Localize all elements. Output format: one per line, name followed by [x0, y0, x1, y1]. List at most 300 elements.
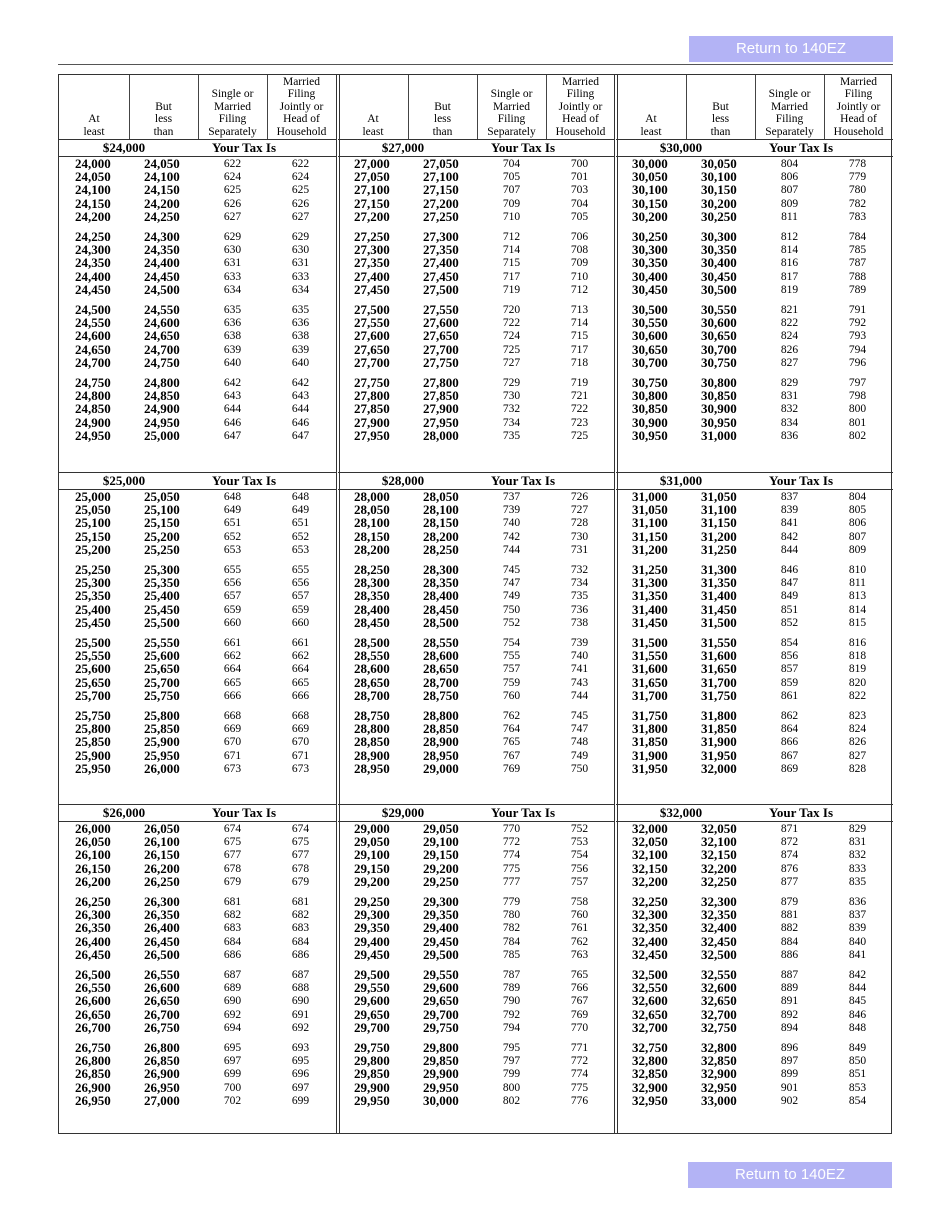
married-tax-value: 631 [291, 257, 310, 270]
at-least-value: 28,200 [354, 541, 390, 557]
at-least-value: 26,200 [75, 873, 111, 889]
single-tax-value: 694 [223, 1021, 242, 1034]
at-least-value: 26,500 [75, 967, 111, 982]
but-less-than-value: 29,000 [423, 760, 459, 776]
at-least-value: 29,400 [354, 933, 390, 949]
single-tax-value: 861 [780, 689, 799, 702]
at-least-value: 25,400 [75, 601, 111, 617]
but-less-than-value: 32,150 [701, 847, 737, 863]
but-less-than-value: 24,550 [144, 302, 180, 317]
single-tax-value: 717 [502, 270, 521, 283]
married-tax-value: 687 [291, 969, 310, 981]
your-tax-is-label: Your Tax Is [490, 805, 556, 820]
at-least-value: 31,650 [632, 674, 668, 690]
header-divider [477, 75, 478, 139]
at-least-value: 28,500 [354, 635, 390, 650]
single-tax-value: 677 [223, 849, 242, 862]
but-less-than-value: 25,700 [144, 674, 180, 690]
header-line: Married [770, 100, 809, 113]
but-less-than-value: 32,650 [701, 993, 737, 1009]
header-divider [686, 75, 687, 139]
single-tax-value: 872 [780, 836, 799, 849]
but-less-than-value: 28,700 [423, 674, 459, 690]
but-less-than-value: 28,000 [423, 427, 459, 443]
table-row [338, 356, 615, 370]
at-least-value: 31,300 [632, 575, 668, 591]
single-tax-value: 740 [502, 517, 521, 530]
but-less-than-value: 26,450 [144, 933, 180, 949]
but-less-than-value: 29,400 [423, 920, 459, 936]
at-least-value: 27,700 [354, 354, 390, 370]
at-least-value: 26,400 [75, 933, 111, 949]
single-tax-value: 817 [780, 270, 799, 283]
married-tax-value: 836 [848, 896, 867, 908]
at-least-value: 26,450 [75, 946, 111, 962]
single-tax-value: 657 [223, 590, 242, 603]
single-tax-value: 869 [780, 762, 799, 775]
married-tax-value: 708 [570, 244, 589, 257]
married-tax-value: 779 [848, 171, 867, 184]
header-line: less [433, 113, 452, 125]
married-tax-value: 747 [570, 723, 589, 736]
at-least-value: 27,900 [354, 414, 390, 430]
at-least-value: 29,000 [354, 821, 390, 836]
but-less-than-value: 29,450 [423, 933, 459, 949]
header-line: Head of [562, 113, 599, 125]
header-married [824, 75, 893, 139]
married-tax-value: 665 [291, 676, 310, 689]
single-tax-value: 780 [502, 909, 521, 922]
married-tax-value: 704 [570, 197, 589, 210]
income-band-header [338, 805, 615, 821]
but-less-than-value: 26,100 [144, 834, 180, 850]
tax-table [58, 74, 892, 1134]
at-least-value: 24,050 [75, 169, 111, 185]
single-tax-value: 889 [780, 982, 799, 995]
at-least-value: 27,800 [354, 388, 390, 404]
single-tax-value: 765 [502, 736, 521, 749]
but-less-than-value: 30,300 [701, 229, 737, 244]
but-less-than-value: 26,050 [144, 821, 180, 836]
at-least-value: 26,100 [75, 847, 111, 863]
married-tax-value: 644 [291, 403, 310, 416]
header-line: Separately [765, 125, 814, 138]
but-less-than-value: 24,100 [144, 169, 180, 185]
married-tax-value: 801 [848, 416, 867, 429]
band-amount: $32,000 [659, 805, 703, 820]
single-tax-value: 712 [502, 231, 521, 243]
table-row [59, 283, 336, 297]
at-least-value: 32,400 [632, 933, 668, 949]
married-tax-value: 815 [848, 616, 867, 629]
married-tax-value: 776 [570, 1094, 589, 1107]
married-tax-value: 710 [570, 270, 589, 283]
married-tax-value: 678 [291, 862, 310, 875]
at-least-value: 30,700 [632, 354, 668, 370]
at-least-value: 30,600 [632, 328, 668, 344]
married-tax-value: 840 [848, 935, 867, 948]
but-less-than-value: 29,850 [423, 1053, 459, 1069]
but-less-than-value: 28,400 [423, 588, 459, 604]
single-tax-value: 831 [780, 390, 799, 403]
at-least-value: 28,400 [354, 601, 390, 617]
married-tax-value: 769 [570, 1008, 589, 1021]
single-tax-value: 739 [502, 504, 521, 517]
married-tax-value: 688 [291, 982, 310, 995]
single-tax-value: 856 [780, 650, 799, 663]
but-less-than-value: 25,650 [144, 661, 180, 677]
column-header [59, 75, 336, 139]
at-least-value: 31,700 [632, 687, 668, 703]
married-tax-value: 695 [291, 1055, 310, 1068]
married-tax-value: 782 [848, 197, 867, 210]
married-tax-value: 802 [848, 429, 867, 442]
but-less-than-value: 29,150 [423, 847, 459, 863]
single-tax-value: 881 [780, 909, 799, 922]
but-less-than-value: 29,100 [423, 834, 459, 850]
band-amount: $26,000 [102, 805, 146, 820]
but-less-than-value: 25,800 [144, 708, 180, 723]
at-least-value: 24,000 [75, 156, 111, 171]
band-amount: $30,000 [659, 140, 703, 155]
married-tax-value: 848 [848, 1021, 867, 1034]
married-tax-value: 789 [848, 283, 867, 296]
but-less-than-value: 24,300 [144, 229, 180, 244]
at-least-value: 27,300 [354, 242, 390, 258]
but-less-than-value: 29,500 [423, 946, 459, 962]
single-tax-value: 631 [223, 257, 242, 270]
single-tax-value: 827 [780, 356, 799, 369]
single-tax-value: 651 [223, 517, 242, 530]
single-tax-value: 769 [502, 762, 521, 775]
married-tax-value: 699 [291, 1094, 310, 1107]
single-tax-value: 886 [780, 948, 799, 961]
but-less-than-value: 24,050 [144, 156, 180, 171]
at-least-value: 28,350 [354, 588, 390, 604]
but-less-than-value: 26,850 [144, 1053, 180, 1069]
at-least-value: 25,450 [75, 614, 111, 630]
single-tax-value: 867 [780, 749, 799, 762]
single-tax-value: 635 [223, 304, 242, 316]
but-less-than-value: 30,000 [423, 1092, 459, 1108]
at-least-value: 31,550 [632, 648, 668, 664]
header-line: Filing [497, 113, 526, 125]
at-least-value: 30,850 [632, 401, 668, 417]
married-tax-value: 624 [291, 171, 310, 184]
married-tax-value: 809 [848, 543, 867, 556]
but-less-than-value: 31,150 [701, 515, 737, 531]
header-but-less-than [686, 75, 755, 139]
at-least-value: 24,400 [75, 268, 111, 284]
married-tax-value: 851 [848, 1068, 867, 1081]
but-less-than-value: 28,200 [423, 528, 459, 544]
married-tax-value: 697 [291, 1081, 310, 1094]
but-less-than-value: 27,350 [423, 242, 459, 258]
but-less-than-value: 27,500 [423, 281, 459, 297]
at-least-value: 26,600 [75, 993, 111, 1009]
header-line: than [710, 125, 731, 138]
single-tax-value: 789 [502, 982, 521, 995]
single-tax-value: 760 [502, 689, 521, 702]
at-least-value: 32,100 [632, 847, 668, 863]
at-least-value: 27,400 [354, 268, 390, 284]
but-less-than-value: 24,200 [144, 195, 180, 211]
but-less-than-value: 28,150 [423, 515, 459, 531]
single-tax-value: 871 [780, 823, 799, 835]
at-least-value: 24,500 [75, 302, 111, 317]
single-tax-value: 879 [780, 896, 799, 908]
at-least-value: 25,550 [75, 648, 111, 664]
single-tax-value: 690 [223, 995, 242, 1008]
single-tax-value: 876 [780, 862, 799, 875]
single-tax-value: 897 [780, 1055, 799, 1068]
single-tax-value: 684 [223, 935, 242, 948]
at-least-value: 25,100 [75, 515, 111, 531]
married-tax-value: 681 [291, 896, 310, 908]
but-less-than-value: 32,600 [701, 980, 737, 996]
single-tax-value: 662 [223, 650, 242, 663]
married-tax-value: 671 [291, 749, 310, 762]
married-tax-value: 763 [570, 948, 589, 961]
single-tax-value: 775 [502, 862, 521, 875]
but-less-than-value: 32,200 [701, 860, 737, 876]
header-line: Jointly or [279, 100, 324, 113]
single-tax-value: 681 [223, 896, 242, 908]
single-tax-value: 636 [223, 317, 242, 330]
single-tax-value: 759 [502, 676, 521, 689]
table-row [616, 356, 893, 370]
single-tax-value: 682 [223, 909, 242, 922]
single-tax-value: 678 [223, 862, 242, 875]
table-row [616, 1094, 893, 1108]
married-tax-value: 636 [291, 317, 310, 330]
at-least-value: 30,400 [632, 268, 668, 284]
single-tax-value: 653 [223, 543, 242, 556]
married-tax-value: 714 [570, 317, 589, 330]
but-less-than-value: 24,450 [144, 268, 180, 284]
married-tax-value: 842 [848, 969, 867, 981]
married-tax-value: 655 [291, 564, 310, 576]
but-less-than-value: 30,650 [701, 328, 737, 344]
but-less-than-value: 31,500 [701, 614, 737, 630]
single-tax-value: 725 [502, 343, 521, 356]
at-least-value: 26,550 [75, 980, 111, 996]
at-least-value: 25,800 [75, 721, 111, 737]
your-tax-is-label: Your Tax Is [490, 473, 556, 488]
married-tax-value: 670 [291, 736, 310, 749]
but-less-than-value: 30,450 [701, 268, 737, 284]
at-least-value: 31,200 [632, 541, 668, 557]
single-tax-value: 772 [502, 836, 521, 849]
at-least-value: 31,900 [632, 747, 668, 763]
return-to-140ez-button-bottom[interactable]: Return to 140EZ [688, 1162, 892, 1188]
your-tax-is-label: Your Tax Is [490, 140, 556, 155]
table-row [59, 762, 336, 776]
header-line: But [155, 100, 172, 113]
at-least-value: 29,600 [354, 993, 390, 1009]
single-tax-value: 634 [223, 283, 242, 296]
but-less-than-value: 30,700 [701, 341, 737, 357]
at-least-value: 32,450 [632, 946, 668, 962]
single-tax-value: 744 [502, 543, 521, 556]
but-less-than-value: 30,200 [701, 195, 737, 211]
header-line: At [367, 113, 379, 125]
but-less-than-value: 24,650 [144, 328, 180, 344]
single-tax-value: 752 [502, 616, 521, 629]
header-single [755, 75, 824, 139]
single-tax-value: 901 [780, 1081, 799, 1094]
married-tax-value: 705 [570, 210, 589, 223]
your-tax-is-label: Your Tax Is [768, 140, 834, 155]
income-band-header [59, 805, 336, 821]
but-less-than-value: 26,600 [144, 980, 180, 996]
single-tax-value: 638 [223, 330, 242, 343]
but-less-than-value: 25,850 [144, 721, 180, 737]
married-tax-value: 841 [848, 948, 867, 961]
single-tax-value: 732 [502, 403, 521, 416]
at-least-value: 30,450 [632, 281, 668, 297]
single-tax-value: 687 [223, 969, 242, 981]
married-tax-value: 639 [291, 343, 310, 356]
table-row [59, 210, 336, 224]
married-tax-value: 666 [291, 689, 310, 702]
but-less-than-value: 31,250 [701, 541, 737, 557]
married-tax-value: 788 [848, 270, 867, 283]
but-less-than-value: 28,800 [423, 708, 459, 723]
single-tax-value: 747 [502, 577, 521, 590]
married-tax-value: 750 [570, 762, 589, 775]
but-less-than-value: 24,150 [144, 182, 180, 198]
but-less-than-value: 33,000 [701, 1092, 737, 1108]
but-less-than-value: 27,450 [423, 268, 459, 284]
single-tax-value: 720 [502, 304, 521, 316]
married-tax-value: 661 [291, 637, 310, 649]
but-less-than-value: 28,450 [423, 601, 459, 617]
married-tax-value: 712 [570, 283, 589, 296]
married-tax-value: 827 [848, 749, 867, 762]
married-tax-value: 760 [570, 909, 589, 922]
header-divider [755, 75, 756, 139]
header-divider [824, 75, 825, 139]
at-least-value: 24,700 [75, 354, 111, 370]
at-least-value: 28,300 [354, 575, 390, 591]
table-row [59, 875, 336, 889]
but-less-than-value: 27,900 [423, 401, 459, 417]
single-tax-value: 821 [780, 304, 799, 316]
at-least-value: 27,500 [354, 302, 390, 317]
at-least-value: 29,300 [354, 907, 390, 923]
but-less-than-value: 28,950 [423, 747, 459, 763]
single-tax-value: 792 [502, 1008, 521, 1021]
at-least-value: 25,900 [75, 747, 111, 763]
single-tax-value: 811 [781, 210, 798, 223]
but-less-than-value: 31,750 [701, 687, 737, 703]
married-tax-value: 772 [570, 1055, 589, 1068]
single-tax-value: 819 [780, 283, 799, 296]
at-least-value: 28,150 [354, 528, 390, 544]
band-amount: $25,000 [102, 473, 146, 488]
but-less-than-value: 25,900 [144, 734, 180, 750]
but-less-than-value: 31,550 [701, 635, 737, 650]
at-least-value: 30,350 [632, 255, 668, 271]
at-least-value: 29,100 [354, 847, 390, 863]
married-tax-value: 730 [570, 530, 589, 543]
at-least-value: 29,200 [354, 873, 390, 889]
at-least-value: 24,600 [75, 328, 111, 344]
single-tax-value: 707 [502, 184, 521, 197]
return-to-140ez-button-top[interactable]: Return to 140EZ [689, 36, 893, 62]
at-least-value: 25,350 [75, 588, 111, 604]
single-tax-value: 836 [780, 429, 799, 442]
single-tax-value: 669 [223, 723, 242, 736]
single-tax-value: 659 [223, 603, 242, 616]
but-less-than-value: 29,350 [423, 907, 459, 923]
single-tax-value: 866 [780, 736, 799, 749]
married-tax-value: 745 [570, 710, 589, 722]
single-tax-value: 797 [502, 1055, 521, 1068]
single-tax-value: 846 [780, 564, 799, 576]
but-less-than-value: 29,300 [423, 894, 459, 909]
married-tax-value: 718 [570, 356, 589, 369]
at-least-value: 25,300 [75, 575, 111, 591]
single-tax-value: 896 [780, 1042, 799, 1054]
at-least-value: 24,350 [75, 255, 111, 271]
married-tax-value: 630 [291, 244, 310, 257]
married-tax-value: 797 [848, 377, 867, 389]
married-tax-value: 696 [291, 1068, 310, 1081]
but-less-than-value: 29,750 [423, 1019, 459, 1035]
at-least-value: 24,450 [75, 281, 111, 297]
single-tax-value: 646 [223, 416, 242, 429]
single-tax-value: 629 [223, 231, 242, 243]
single-tax-value: 849 [780, 590, 799, 603]
married-tax-value: 683 [291, 922, 310, 935]
but-less-than-value: 28,100 [423, 502, 459, 518]
at-least-value: 32,950 [632, 1092, 668, 1108]
single-tax-value: 666 [223, 689, 242, 702]
but-less-than-value: 24,800 [144, 375, 180, 390]
but-less-than-value: 27,850 [423, 388, 459, 404]
married-tax-value: 822 [848, 689, 867, 702]
header-line: Single or [768, 88, 811, 100]
at-least-value: 27,050 [354, 169, 390, 185]
single-tax-value: 902 [780, 1094, 799, 1107]
but-less-than-value: 28,750 [423, 687, 459, 703]
your-tax-is-label: Your Tax Is [211, 473, 277, 488]
married-tax-value: 717 [570, 343, 589, 356]
but-less-than-value: 28,650 [423, 661, 459, 677]
single-tax-value: 802 [502, 1094, 521, 1107]
but-less-than-value: 25,350 [144, 575, 180, 591]
at-least-value: 29,650 [354, 1006, 390, 1022]
married-tax-value: 770 [570, 1021, 589, 1034]
married-tax-value: 648 [291, 491, 310, 503]
at-least-value: 31,850 [632, 734, 668, 750]
column-header [338, 75, 615, 139]
at-least-value: 27,350 [354, 255, 390, 271]
married-tax-value: 744 [570, 689, 589, 702]
single-tax-value: 812 [780, 231, 799, 243]
but-less-than-value: 29,650 [423, 993, 459, 1009]
at-least-value: 30,150 [632, 195, 668, 211]
at-least-value: 26,350 [75, 920, 111, 936]
married-tax-value: 785 [848, 244, 867, 257]
table-row [338, 948, 615, 962]
but-less-than-value: 25,950 [144, 747, 180, 763]
married-tax-value: 756 [570, 862, 589, 875]
header-divider [546, 75, 547, 139]
income-band-header [338, 140, 615, 156]
